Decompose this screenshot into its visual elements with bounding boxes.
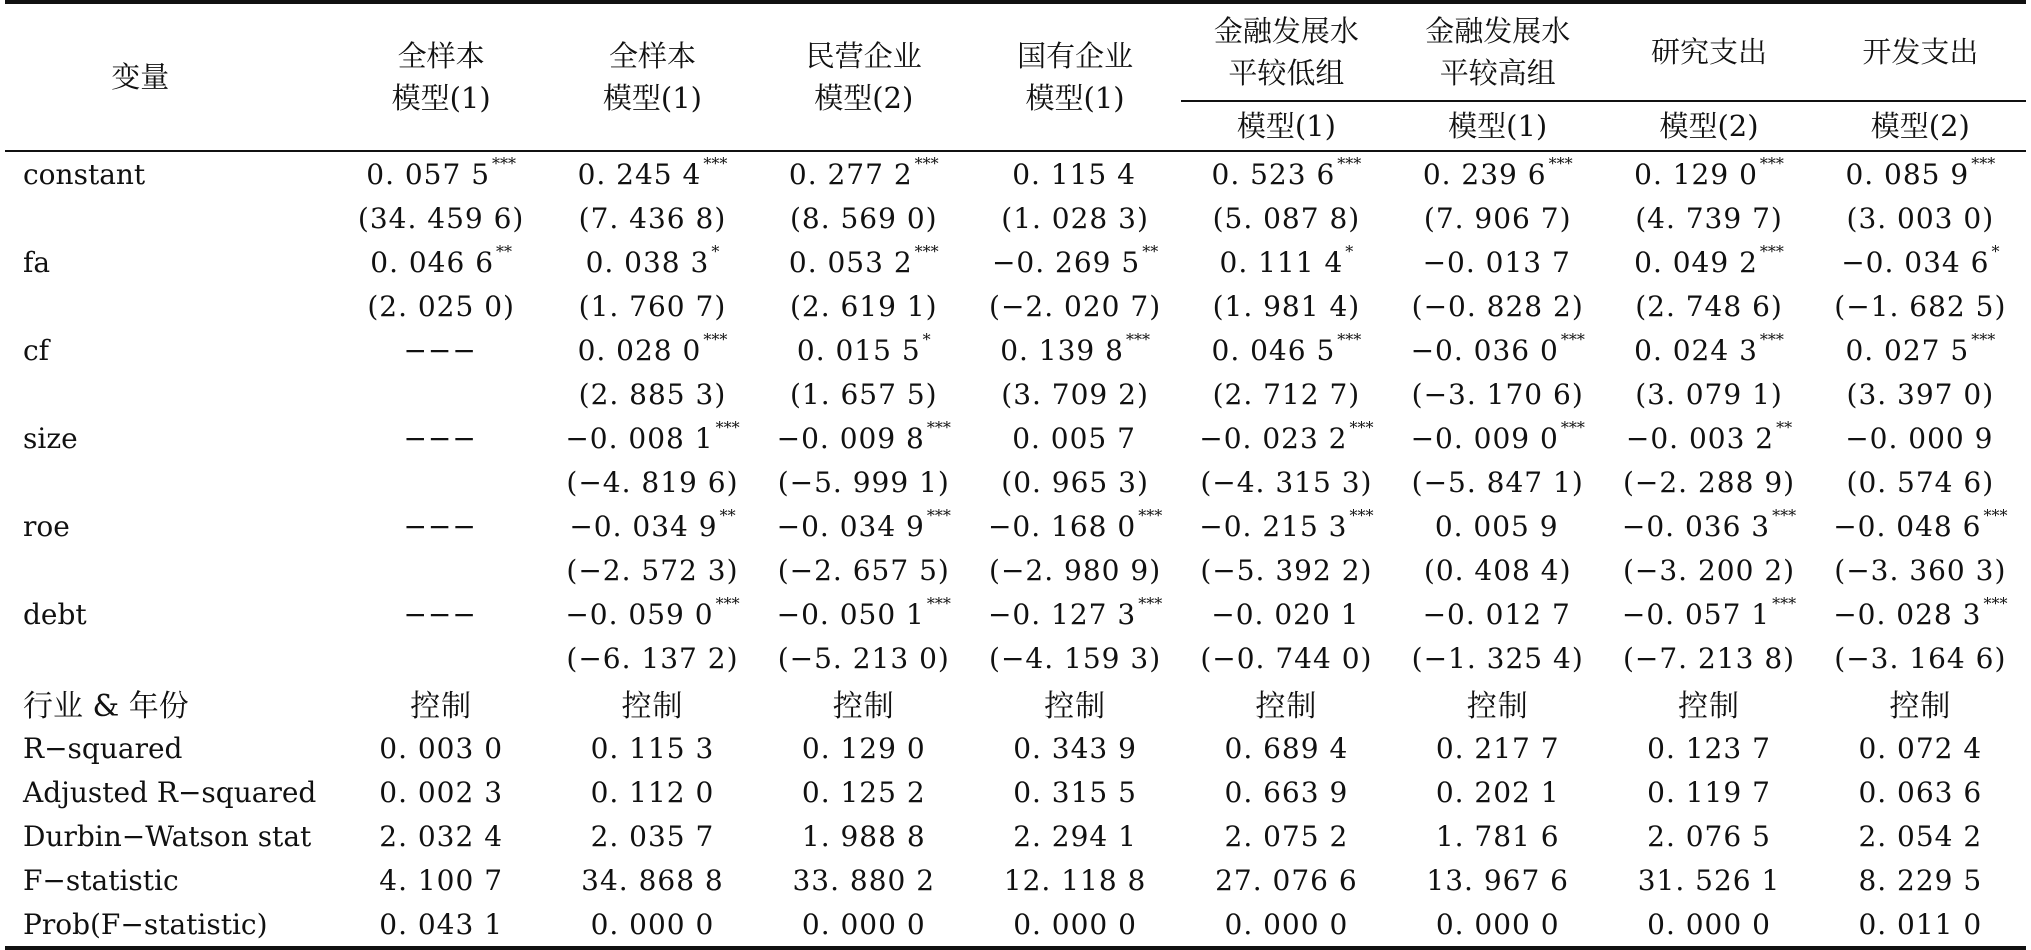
control-cell: 控制 bbox=[410, 689, 473, 724]
table-row bbox=[5, 240, 2026, 284]
coefficient-value: −0. 034 9 bbox=[569, 509, 718, 543]
coefficient-value: −0. 059 0 bbox=[565, 597, 714, 631]
column-header-6 bbox=[1392, 2, 1603, 101]
significance-stars: *** bbox=[1560, 417, 1585, 437]
coefficient-cell bbox=[1603, 151, 1814, 196]
statistic-cell: 0. 663 9 bbox=[1224, 775, 1349, 809]
coefficient-value: 0. 111 4 bbox=[1219, 245, 1344, 279]
column-header-8-line-1: 开发支出 bbox=[1862, 35, 1979, 69]
column-header-1-line-1: 全样本 bbox=[397, 39, 485, 73]
significance-stars: *** bbox=[703, 153, 728, 173]
significance-stars: *** bbox=[914, 241, 939, 261]
t-statistic-cell: (−0. 744 0) bbox=[1200, 641, 1373, 675]
significance-stars: * bbox=[711, 241, 720, 261]
t-statistic-cell bbox=[335, 460, 546, 504]
t-statistic-cell: (−0. 828 2) bbox=[1411, 289, 1584, 323]
significance-stars: * bbox=[1991, 241, 2000, 261]
t-statistic-cell: (1. 760 7) bbox=[578, 289, 727, 323]
statistic-cell: 0. 119 7 bbox=[1647, 775, 1771, 809]
coefficient-value: −0. 000 9 bbox=[1845, 421, 1994, 455]
coefficient-value: 0. 005 7 bbox=[1012, 421, 1136, 455]
statistic-cell: 27. 076 6 bbox=[1215, 863, 1358, 897]
statistic-cell: 0. 315 5 bbox=[1013, 775, 1137, 809]
significance-stars: *** bbox=[1560, 329, 1585, 349]
coefficient-value: 0. 005 9 bbox=[1434, 509, 1559, 543]
column-header-1 bbox=[335, 2, 546, 151]
coefficient-cell bbox=[758, 151, 969, 196]
column-header-1-line-2: 模型(1) bbox=[391, 81, 491, 115]
significance-stars: *** bbox=[1337, 329, 1362, 349]
coefficient-cell bbox=[335, 504, 546, 548]
t-statistic-cell: (1. 981 4) bbox=[1212, 289, 1361, 323]
significance-stars: *** bbox=[1138, 505, 1163, 525]
coefficient-cell bbox=[335, 592, 546, 636]
coefficient-value: −0. 269 5 bbox=[991, 245, 1141, 279]
coefficient-value: 0. 027 5 bbox=[1845, 333, 1970, 367]
coefficient-cell bbox=[1815, 504, 2026, 548]
coefficient-value: 0. 038 3 bbox=[585, 245, 710, 279]
significance-stars: ** bbox=[1776, 417, 1793, 437]
table-row bbox=[5, 548, 2026, 592]
t-statistic-cell: (1. 657 5) bbox=[789, 377, 938, 411]
column-header-3-line-1: 民营企业 bbox=[805, 39, 922, 73]
significance-stars: *** bbox=[1759, 241, 1784, 261]
variable-name: debt bbox=[23, 597, 87, 631]
coefficient-cell bbox=[1603, 416, 1814, 460]
coefficient-value: −−− bbox=[403, 333, 477, 367]
significance-stars: ** bbox=[496, 241, 513, 261]
column-header-8 bbox=[1815, 2, 2026, 101]
column-header-2-line-2: 模型(1) bbox=[602, 81, 702, 115]
coefficient-cell bbox=[1815, 240, 2026, 284]
t-statistic-cell: (0. 408 4) bbox=[1423, 553, 1572, 587]
t-statistic-cell: (2. 619 1) bbox=[789, 289, 938, 323]
significance-stars: *** bbox=[1772, 505, 1797, 525]
coefficient-cell bbox=[1392, 592, 1603, 636]
variable-name-spacer bbox=[5, 196, 335, 240]
table-row bbox=[5, 726, 2026, 770]
coefficient-cell bbox=[1181, 151, 1392, 196]
t-statistic-cell: (−2. 980 9) bbox=[989, 553, 1162, 587]
variable-column-header: 变量 bbox=[111, 60, 170, 94]
variable-name: size bbox=[23, 421, 78, 455]
statistic-cell: 34. 868 8 bbox=[581, 863, 724, 897]
table-row bbox=[5, 902, 2026, 948]
coefficient-value: −−− bbox=[403, 597, 477, 631]
coefficient-value: −0. 020 1 bbox=[1211, 597, 1360, 631]
t-statistic-cell bbox=[335, 548, 546, 592]
column-header-5-line-1: 金融发展水 bbox=[1213, 14, 1359, 48]
significance-stars: *** bbox=[492, 153, 517, 173]
coefficient-cell bbox=[1603, 592, 1814, 636]
statistic-cell: 2. 076 5 bbox=[1647, 819, 1771, 853]
significance-stars: *** bbox=[1138, 593, 1163, 613]
statistic-cell: 4. 100 7 bbox=[379, 863, 504, 897]
statistic-cell: 33. 880 2 bbox=[792, 863, 936, 897]
table-row bbox=[5, 814, 2026, 858]
significance-stars: *** bbox=[1759, 329, 1784, 349]
coefficient-cell bbox=[1815, 416, 2026, 460]
coefficient-cell bbox=[969, 240, 1180, 284]
coefficient-cell bbox=[1603, 504, 1814, 548]
table-row bbox=[5, 770, 2026, 814]
variable-name-spacer bbox=[5, 284, 335, 328]
variable-name: fa bbox=[23, 245, 51, 279]
significance-stars: *** bbox=[1125, 329, 1150, 349]
coefficient-value: −0. 034 6 bbox=[1841, 245, 1990, 279]
statistic-cell: 0. 043 1 bbox=[379, 907, 504, 941]
coefficient-value: −0. 028 3 bbox=[1833, 597, 1982, 631]
coefficient-cell bbox=[1603, 328, 1814, 372]
statistic-name: Prob(F−statistic) bbox=[23, 907, 268, 941]
coefficient-value: 0. 239 6 bbox=[1422, 157, 1547, 191]
table-row bbox=[5, 460, 2026, 504]
coefficient-value: 0. 245 4 bbox=[577, 157, 702, 191]
coefficient-cell bbox=[1392, 328, 1603, 372]
t-statistic-cell: (0. 965 3) bbox=[1001, 465, 1149, 499]
statistic-cell: 0. 125 2 bbox=[801, 775, 926, 809]
t-statistic-cell: (−1. 325 4) bbox=[1411, 641, 1584, 675]
table-row bbox=[5, 284, 2026, 328]
t-statistic-cell: (−3. 360 3) bbox=[1834, 553, 2007, 587]
statistic-cell: 2. 294 1 bbox=[1013, 819, 1137, 853]
t-statistic-cell: (−4. 819 6) bbox=[566, 465, 739, 499]
significance-stars: ** bbox=[1142, 241, 1159, 261]
statistic-cell: 0. 123 7 bbox=[1647, 731, 1771, 765]
coefficient-cell bbox=[1815, 151, 2026, 196]
column-header-6-line-1: 金融发展水 bbox=[1425, 14, 1571, 48]
column-subheader-8: 模型(2) bbox=[1815, 101, 2026, 151]
coefficient-value: −−− bbox=[403, 509, 477, 543]
column-header-5 bbox=[1181, 2, 1392, 101]
t-statistic-cell: (−6. 137 2) bbox=[566, 641, 739, 675]
coefficient-cell bbox=[335, 151, 546, 196]
statistic-cell: 0. 072 4 bbox=[1858, 731, 1983, 765]
variable-name-spacer bbox=[5, 460, 335, 504]
t-statistic-cell: (−5. 213 0) bbox=[777, 641, 950, 675]
statistic-cell: 0. 202 1 bbox=[1435, 775, 1560, 809]
significance-stars: ** bbox=[719, 505, 736, 525]
significance-stars: *** bbox=[1349, 505, 1374, 525]
column-subheader-6: 模型(1) bbox=[1392, 101, 1603, 151]
control-cell: 控制 bbox=[1889, 689, 1952, 724]
coefficient-cell bbox=[335, 328, 546, 372]
control-cell: 控制 bbox=[1255, 689, 1318, 724]
table-row bbox=[5, 151, 2026, 196]
t-statistic-cell: (8. 569 0) bbox=[789, 201, 938, 235]
statistic-cell: 0. 002 3 bbox=[379, 775, 504, 809]
coefficient-value: −0. 050 1 bbox=[776, 597, 925, 631]
t-statistic-cell: (−2. 288 9) bbox=[1622, 465, 1796, 499]
coefficient-cell bbox=[969, 416, 1180, 460]
coefficient-cell bbox=[335, 416, 546, 460]
significance-stars: *** bbox=[1772, 593, 1797, 613]
t-statistic-cell: (3. 003 0) bbox=[1846, 201, 1995, 235]
column-header-3 bbox=[758, 2, 969, 151]
table-row bbox=[5, 328, 2026, 372]
variable-name: constant bbox=[5, 151, 335, 196]
coefficient-cell bbox=[1181, 504, 1392, 548]
t-statistic-cell: (−3. 164 6) bbox=[1834, 641, 2007, 675]
coefficient-value: 0. 115 4 bbox=[1012, 157, 1136, 191]
column-header-4 bbox=[969, 2, 1180, 151]
t-statistic-cell: (−3. 200 2) bbox=[1622, 553, 1796, 587]
statistic-cell: 0. 217 7 bbox=[1435, 731, 1560, 765]
t-statistic-cell: (4. 739 7) bbox=[1635, 201, 1783, 235]
coefficient-cell bbox=[1181, 328, 1392, 372]
coefficient-value: 0. 277 2 bbox=[788, 157, 913, 191]
coefficient-value: −0. 003 2 bbox=[1625, 421, 1775, 455]
control-label: 行业 & 年份 bbox=[23, 689, 189, 724]
coefficient-value: 0. 523 6 bbox=[1211, 157, 1336, 191]
t-statistic-cell: (−3. 170 6) bbox=[1411, 377, 1584, 411]
significance-stars: *** bbox=[1759, 153, 1784, 173]
table-row bbox=[5, 636, 2026, 680]
column-header-4-line-2: 模型(1) bbox=[1025, 81, 1125, 115]
significance-stars: *** bbox=[926, 505, 951, 525]
coefficient-cell bbox=[969, 328, 1180, 372]
statistic-cell: 2. 054 2 bbox=[1858, 819, 1983, 853]
t-statistic-cell: (2. 025 0) bbox=[367, 289, 515, 323]
t-statistic-cell: (1. 028 3) bbox=[1001, 201, 1149, 235]
statistic-cell: 31. 526 1 bbox=[1637, 863, 1781, 897]
column-header-6-line-2: 平较高组 bbox=[1439, 56, 1556, 90]
coefficient-cell bbox=[1392, 416, 1603, 460]
table-row bbox=[5, 858, 2026, 902]
coefficient-value: −0. 013 7 bbox=[1422, 245, 1571, 279]
coefficient-value: 0. 028 0 bbox=[577, 333, 702, 367]
coefficient-cell bbox=[758, 240, 969, 284]
significance-stars: *** bbox=[1971, 329, 1996, 349]
statistic-cell: 0. 129 0 bbox=[801, 731, 926, 765]
control-cell: 控制 bbox=[621, 689, 684, 724]
significance-stars: * bbox=[1345, 241, 1354, 261]
coefficient-value: −0. 215 3 bbox=[1199, 509, 1348, 543]
statistic-cell: 0. 343 9 bbox=[1013, 731, 1137, 765]
statistic-cell: 1. 781 6 bbox=[1435, 819, 1560, 853]
table-row bbox=[5, 680, 2026, 726]
coefficient-value: 0. 046 6 bbox=[370, 245, 495, 279]
coefficient-value: −0. 048 6 bbox=[1833, 509, 1982, 543]
regression-table bbox=[5, 0, 2026, 950]
variable-name-spacer bbox=[5, 548, 335, 592]
coefficient-value: −0. 008 1 bbox=[565, 421, 714, 455]
coefficient-cell bbox=[1392, 151, 1603, 196]
coefficient-value: −0. 009 0 bbox=[1410, 421, 1559, 455]
column-header-5-line-2: 平较低组 bbox=[1228, 56, 1345, 90]
coefficient-value: −0. 023 2 bbox=[1199, 421, 1348, 455]
table-row bbox=[5, 504, 2026, 548]
t-statistic-cell: (−4. 315 3) bbox=[1200, 465, 1373, 499]
coefficient-value: −0. 057 1 bbox=[1621, 597, 1771, 631]
coefficient-value: −0. 168 0 bbox=[987, 509, 1137, 543]
column-header-7-line-1: 研究支出 bbox=[1651, 35, 1768, 69]
statistic-cell: 2. 032 4 bbox=[379, 819, 504, 853]
statistic-cell: 0. 112 0 bbox=[590, 775, 715, 809]
table-row bbox=[5, 196, 2026, 240]
t-statistic-cell: (3. 079 1) bbox=[1635, 377, 1783, 411]
statistic-cell: 0. 063 6 bbox=[1858, 775, 1983, 809]
statistic-cell: 0. 000 0 bbox=[1435, 907, 1560, 941]
statistic-name: R−squared bbox=[23, 731, 183, 765]
significance-stars: *** bbox=[1983, 505, 2008, 525]
coefficient-value: −0. 009 8 bbox=[776, 421, 925, 455]
statistic-name: Durbin−Watson stat bbox=[23, 819, 312, 853]
coefficient-cell bbox=[969, 592, 1180, 636]
coefficient-value: 0. 129 0 bbox=[1634, 157, 1758, 191]
coefficient-cell bbox=[547, 328, 758, 372]
coefficient-value: −0. 036 0 bbox=[1410, 333, 1559, 367]
t-statistic-cell: (−1. 682 5) bbox=[1834, 289, 2007, 323]
coefficient-cell bbox=[1815, 328, 2026, 372]
t-statistic-cell bbox=[335, 636, 546, 680]
significance-stars: * bbox=[922, 329, 931, 349]
t-statistic-cell: (−4. 159 3) bbox=[989, 641, 1162, 675]
significance-stars: *** bbox=[926, 417, 951, 437]
statistic-cell: 0. 000 0 bbox=[1224, 907, 1349, 941]
coefficient-value: −0. 036 3 bbox=[1621, 509, 1771, 543]
significance-stars: *** bbox=[914, 153, 939, 173]
coefficient-value: 0. 085 9 bbox=[1845, 157, 1970, 191]
coefficient-value: 0. 139 8 bbox=[1000, 333, 1124, 367]
control-cell: 控制 bbox=[1044, 689, 1107, 724]
t-statistic-cell: (7. 436 8) bbox=[578, 201, 727, 235]
table-body bbox=[5, 151, 2026, 948]
significance-stars: *** bbox=[715, 417, 740, 437]
t-statistic-cell: (2. 748 6) bbox=[1635, 289, 1783, 323]
statistic-cell: 8. 229 5 bbox=[1858, 863, 1983, 897]
t-statistic-cell: (2. 712 7) bbox=[1212, 377, 1361, 411]
statistic-cell: 0. 003 0 bbox=[379, 731, 504, 765]
coefficient-cell bbox=[758, 328, 969, 372]
column-header-7 bbox=[1603, 2, 1814, 101]
table-row bbox=[5, 416, 2026, 460]
coefficient-cell bbox=[547, 151, 758, 196]
t-statistic-cell: (34. 459 6) bbox=[357, 201, 525, 235]
table-row bbox=[5, 372, 2026, 416]
coefficient-cell bbox=[1181, 592, 1392, 636]
statistic-cell: 0. 000 0 bbox=[590, 907, 715, 941]
coefficient-value: 0. 015 5 bbox=[796, 333, 921, 367]
coefficient-cell bbox=[969, 151, 1180, 196]
significance-stars: *** bbox=[1337, 153, 1362, 173]
t-statistic-cell: (2. 885 3) bbox=[578, 377, 727, 411]
significance-stars: *** bbox=[926, 593, 951, 613]
statistic-cell: 0. 000 0 bbox=[1013, 907, 1137, 941]
coefficient-value: −0. 034 9 bbox=[776, 509, 925, 543]
coefficient-value: −−− bbox=[403, 421, 477, 455]
coefficient-cell bbox=[758, 416, 969, 460]
coefficient-cell bbox=[758, 592, 969, 636]
control-cell: 控制 bbox=[832, 689, 895, 724]
significance-stars: *** bbox=[1971, 153, 1996, 173]
statistic-cell: 0. 011 0 bbox=[1858, 907, 1983, 941]
significance-stars: *** bbox=[703, 329, 728, 349]
coefficient-cell bbox=[547, 240, 758, 284]
t-statistic-cell: (−2. 572 3) bbox=[566, 553, 739, 587]
column-subheader-5: 模型(1) bbox=[1181, 101, 1392, 151]
column-header-2 bbox=[547, 2, 758, 151]
statistic-name: F−statistic bbox=[23, 863, 179, 897]
control-cell: 控制 bbox=[1678, 689, 1741, 724]
coefficient-cell bbox=[1181, 240, 1392, 284]
table-header bbox=[5, 2, 2026, 151]
variable-name: cf bbox=[23, 333, 50, 367]
significance-stars: *** bbox=[1349, 417, 1374, 437]
variable-name: roe bbox=[23, 509, 70, 543]
t-statistic-cell: (−2. 657 5) bbox=[777, 553, 950, 587]
variable-name-spacer bbox=[5, 372, 335, 416]
statistic-cell: 12. 118 8 bbox=[1003, 863, 1147, 897]
coefficient-value: −0. 012 7 bbox=[1422, 597, 1571, 631]
column-header-3-line-2: 模型(2) bbox=[814, 81, 914, 115]
column-header-2-line-1: 全样本 bbox=[608, 39, 696, 73]
statistic-cell: 1. 988 8 bbox=[801, 819, 926, 853]
table-row bbox=[5, 592, 2026, 636]
significance-stars: *** bbox=[715, 593, 740, 613]
statistic-cell: 2. 035 7 bbox=[590, 819, 715, 853]
t-statistic-cell: (−5. 999 1) bbox=[777, 465, 950, 499]
coefficient-cell bbox=[1603, 240, 1814, 284]
column-subheader-7: 模型(2) bbox=[1603, 101, 1814, 151]
t-statistic-cell: (−7. 213 8) bbox=[1622, 641, 1796, 675]
coefficient-value: 0. 053 2 bbox=[788, 245, 913, 279]
coefficient-value: 0. 024 3 bbox=[1634, 333, 1758, 367]
t-statistic-cell: (3. 397 0) bbox=[1846, 377, 1995, 411]
column-header-4-line-1: 国有企业 bbox=[1017, 39, 1134, 73]
statistic-cell: 13. 967 6 bbox=[1426, 863, 1569, 897]
coefficient-cell bbox=[1392, 240, 1603, 284]
significance-stars: *** bbox=[1548, 153, 1573, 173]
statistic-cell: 0. 689 4 bbox=[1224, 731, 1349, 765]
t-statistic-cell: (−2. 020 7) bbox=[989, 289, 1162, 323]
coefficient-cell bbox=[969, 504, 1180, 548]
statistic-cell: 0. 000 0 bbox=[801, 907, 926, 941]
t-statistic-cell: (−5. 847 1) bbox=[1411, 465, 1584, 499]
header-row-top bbox=[5, 2, 2026, 101]
t-statistic-cell: (7. 906 7) bbox=[1423, 201, 1572, 235]
variable-name-spacer bbox=[5, 636, 335, 680]
coefficient-value: 0. 057 5 bbox=[366, 157, 491, 191]
statistic-cell: 0. 000 0 bbox=[1647, 907, 1771, 941]
coefficient-cell bbox=[1392, 504, 1603, 548]
t-statistic-cell: (−5. 392 2) bbox=[1200, 553, 1373, 587]
coefficient-value: 0. 046 5 bbox=[1211, 333, 1336, 367]
statistic-cell: 0. 115 3 bbox=[590, 731, 715, 765]
significance-stars: *** bbox=[1983, 593, 2008, 613]
t-statistic-cell: (5. 087 8) bbox=[1212, 201, 1361, 235]
t-statistic-cell: (0. 574 6) bbox=[1846, 465, 1995, 499]
t-statistic-cell: (3. 709 2) bbox=[1001, 377, 1149, 411]
coefficient-cell bbox=[547, 416, 758, 460]
coefficient-cell bbox=[335, 240, 546, 284]
coefficient-value: 0. 049 2 bbox=[1634, 245, 1758, 279]
coefficient-cell bbox=[758, 504, 969, 548]
t-statistic-cell bbox=[335, 372, 546, 416]
coefficient-cell bbox=[547, 592, 758, 636]
coefficient-cell bbox=[547, 504, 758, 548]
statistic-cell: 2. 075 2 bbox=[1224, 819, 1349, 853]
control-cell: 控制 bbox=[1466, 689, 1529, 724]
statistic-name: Adjusted R−squared bbox=[23, 775, 317, 809]
coefficient-cell bbox=[1181, 416, 1392, 460]
coefficient-cell bbox=[1815, 592, 2026, 636]
coefficient-value: −0. 127 3 bbox=[987, 597, 1137, 631]
